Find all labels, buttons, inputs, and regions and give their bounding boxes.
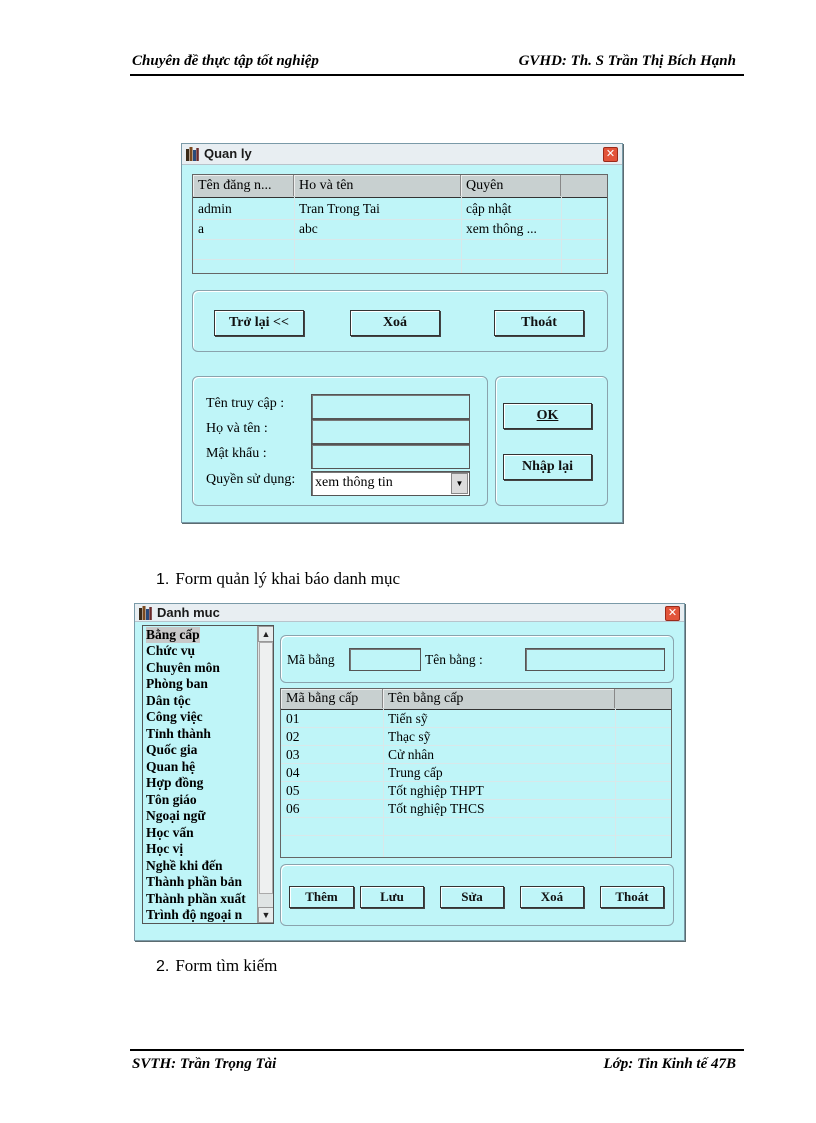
list-item[interactable]: Thành phần bản [146, 874, 243, 889]
col-header-username[interactable]: Tên đăng n... [193, 175, 294, 196]
degree-grid[interactable] [280, 688, 672, 858]
fullname-field[interactable] [311, 419, 470, 444]
cell[interactable]: abc [299, 221, 318, 236]
footer-rule [130, 1049, 744, 1051]
titlebar [182, 144, 622, 165]
edit-button[interactable]: Sửa [440, 886, 504, 908]
list-item[interactable]: Trình độ ngoại n [146, 907, 243, 922]
add-button[interactable]: Thêm [289, 886, 354, 908]
footer-right: Lớp: Tin Kinh tế 47B [603, 1056, 736, 1072]
role-select[interactable] [311, 471, 470, 496]
list-item[interactable]: Tôn giáo [146, 792, 197, 807]
role-label: Quyền sử dụng: [206, 472, 296, 487]
delete-button[interactable]: Xoá [520, 886, 584, 908]
cell[interactable]: Tiến sỹ [388, 711, 428, 726]
list-item[interactable]: Quan hệ [146, 759, 196, 774]
quan-ly-window [181, 143, 623, 523]
window-title: Danh muc [157, 605, 220, 620]
list-item[interactable]: Chức vụ [146, 643, 195, 658]
ok-group [495, 376, 608, 506]
username-field[interactable] [311, 394, 470, 419]
col-header-fullname[interactable]: Ho và tên [294, 175, 461, 196]
list-item[interactable]: Thành phần xuất [146, 891, 246, 906]
cell[interactable]: Tran Trong Tai [299, 201, 380, 216]
cell[interactable]: Tốt nghiệp THCS [388, 801, 485, 816]
category-list[interactable] [142, 625, 274, 924]
list-item[interactable]: Học vị [146, 841, 184, 856]
col-header-code[interactable]: Mã bằng cấp [281, 689, 383, 708]
caption-1-text: Form quản lý khai báo danh mục [175, 569, 401, 588]
header-rule [130, 74, 744, 76]
scroll-down-icon[interactable]: ▼ [258, 907, 274, 923]
grid-hline [281, 799, 671, 800]
window-title: Quan ly [204, 146, 252, 161]
books-icon [139, 606, 152, 620]
titlebar [135, 604, 684, 622]
list-scrollbar[interactable] [257, 626, 273, 923]
grid-hline [193, 219, 607, 220]
grid-vline [561, 197, 562, 273]
grid-hline [281, 763, 671, 764]
col-header-role[interactable]: Quyên [461, 175, 561, 196]
danh-muc-window [134, 603, 685, 941]
role-select-value: xem thông tin [315, 475, 393, 490]
caption-1-number: 1. [156, 571, 170, 588]
back-button[interactable]: Trở lại << [214, 310, 304, 336]
cell[interactable]: xem thông ... [466, 221, 537, 236]
code-label: Mã bằng [287, 652, 335, 667]
reset-button[interactable]: Nhập lại [503, 454, 592, 480]
username-label: Tên truy cập : [206, 396, 285, 411]
list-item[interactable]: Học vấn [146, 825, 194, 840]
cell[interactable]: Tốt nghiệp THPT [388, 783, 484, 798]
cell[interactable]: 02 [286, 729, 300, 744]
cell[interactable]: a [198, 221, 204, 236]
cell[interactable]: Thạc sỹ [388, 729, 431, 744]
grid-hline [193, 239, 607, 240]
cell[interactable]: 03 [286, 747, 300, 762]
name-label: Tên bằng : [425, 652, 483, 667]
list-item[interactable]: Công việc [146, 709, 203, 724]
footer-left: SVTH: Trần Trọng Tài [132, 1056, 277, 1072]
list-item[interactable]: Chuyên môn [146, 660, 220, 675]
grid-hline [281, 727, 671, 728]
grid-hline [281, 745, 671, 746]
list-item[interactable]: Tỉnh thành [146, 726, 211, 741]
grid-hline [193, 259, 607, 260]
cell[interactable]: 04 [286, 765, 300, 780]
list-item[interactable]: Hợp đồng [146, 775, 204, 790]
list-item[interactable]: Phòng ban [146, 676, 208, 691]
list-item[interactable]: Quốc gia [146, 742, 198, 757]
grid-header [193, 175, 607, 198]
grid-hline [281, 835, 671, 836]
cell[interactable]: 05 [286, 783, 300, 798]
list-item[interactable]: Ngoại ngữ [146, 808, 206, 823]
cell[interactable]: 06 [286, 801, 300, 816]
grid-header [281, 689, 671, 710]
password-field[interactable] [311, 444, 470, 469]
list-item[interactable]: Bằng cấp [146, 627, 200, 642]
close-icon[interactable]: ✕ [603, 147, 618, 162]
header-left: Chuyên đề thực tập tốt nghiệp [132, 53, 319, 69]
save-button[interactable]: Lưu [360, 886, 424, 908]
exit-button[interactable]: Thoát [494, 310, 584, 336]
caption-2 [156, 956, 277, 976]
list-item[interactable]: Nghề khi đến [146, 858, 223, 873]
caption-2-number: 2. [156, 958, 170, 975]
scroll-thumb[interactable] [259, 642, 273, 894]
cell[interactable]: admin [198, 201, 232, 216]
cell[interactable]: Cử nhân [388, 747, 434, 762]
books-icon [186, 147, 199, 161]
header-right: GVHD: Th. S Trần Thị Bích Hạnh [518, 53, 736, 69]
ok-button[interactable]: OK [503, 403, 592, 429]
caption-1 [156, 569, 400, 589]
grid-hline [281, 817, 671, 818]
scroll-up-icon[interactable]: ▲ [258, 626, 274, 642]
cell[interactable]: Trung cấp [388, 765, 443, 780]
col-header-name[interactable]: Tên bằng cấp [383, 689, 615, 708]
dropdown-arrow-icon[interactable]: ▼ [451, 473, 468, 494]
close-icon[interactable]: ✕ [665, 606, 680, 621]
delete-button[interactable]: Xoá [350, 310, 440, 336]
grid-hline [281, 781, 671, 782]
fullname-label: Họ và tên : [206, 421, 268, 436]
name-field[interactable] [525, 648, 665, 671]
exit-button[interactable]: Thoát [600, 886, 664, 908]
cell[interactable]: 01 [286, 711, 300, 726]
caption-2-text: Form tìm kiếm [175, 956, 278, 975]
users-grid[interactable] [192, 174, 608, 274]
cell[interactable]: cập nhật [466, 201, 512, 216]
list-item[interactable]: Dân tộc [146, 693, 191, 708]
code-field[interactable] [349, 648, 421, 671]
password-label: Mật khẩu : [206, 446, 267, 461]
